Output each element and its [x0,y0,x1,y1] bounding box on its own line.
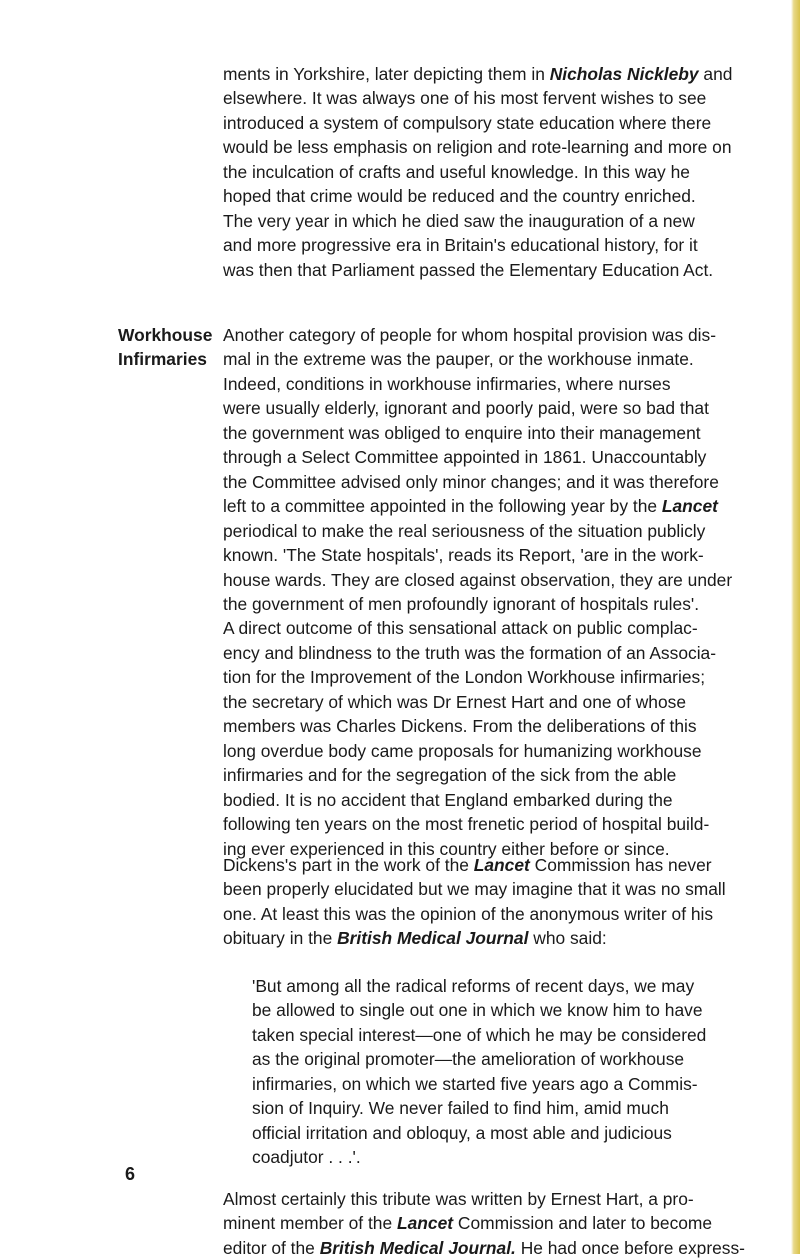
text-line: mal in the extreme was the pauper, or the workhouse inmate. [223,349,694,370]
italic-title: Lancet [661,496,718,517]
text-line: infirmaries, on which we started five years ago a Commis- [252,1073,698,1094]
text-line: house wards. They are closed against observation, they are under [223,569,733,590]
text-line: sion of Inquiry. We never failed to find him, amid much [252,1098,669,1119]
text-line: as the original promoter—the amelioration of workhouse [252,1049,685,1070]
text-line: 'But among all the radical reforms of recent days, we may [252,976,695,996]
text-line: Dickens's part in the work of the Lancet Commission has never [223,855,712,875]
text-line: hoped that crime would be reduced and the country enriched. [223,186,696,207]
side-heading [118,323,212,372]
italic-title: British Medical Journal [337,928,529,949]
text-line: editor of the British Medical Journal. He had once before express- [223,1237,745,1258]
text-line: one. At least this was the opinion of the anonymous writer of his [223,903,714,924]
italic-title: British Medical Journal. [319,1237,516,1258]
italic-title: Lancet [396,1213,454,1234]
paragraph-2 [223,323,743,861]
text-line: The very year in which he died saw the inauguration of a new [223,210,695,231]
page-edge [791,0,800,1254]
text-line: ing ever experienced in this country either before or since. [223,838,670,859]
text-line: long overdue body came proposals for humanizing workhouse [223,740,702,761]
paragraph-3 [223,853,743,951]
text-line: elsewhere. It was always one of his most fervent wishes to see [223,88,707,109]
text-line: been properly elucidated but we may imagine that it was no small [223,879,726,900]
text-line: the Committee advised only minor changes; and it was therefore [223,471,719,492]
italic-title: Lancet [473,855,530,875]
page-number: 6 [125,1164,136,1184]
text-line: and more progressive era in Britain's educational history, for it [223,235,698,256]
text-line: bodied. It is no accident that England embarked during the [223,789,673,810]
text-line: minent member of the Lancet Commission and later to become [223,1213,713,1234]
text-line: ments in Yorkshire, later depicting them in Nicholas Nickleby and [223,64,733,84]
text-line: was then that Parliament passed the Elementary Education Act. [223,259,714,280]
text-line: would be less emphasis on religion and rote-learning and more on [223,137,732,158]
paragraph-4 [223,1187,743,1260]
text-line: the government was obliged to enquire into their management [223,422,701,443]
text-line: A direct outcome of this sensational attack on public complac- [223,618,698,639]
text-line: taken special interest—one of which he may be considered [252,1024,707,1045]
side-heading-line: Infirmaries [118,349,207,370]
italic-title: Nicholas Nickleby [549,64,699,84]
text-line: Another category of people for whom hospital provision was dis- [223,325,716,345]
block-quote [252,974,742,1170]
text-line: coadjutor . . .'. [252,1147,361,1168]
text-line: Almost certainly this tribute was written by Ernest Hart, a pro- [223,1189,694,1209]
text-line: official irritation and obloquy, a most able and judicious [252,1122,672,1143]
text-line: obituary in the British Medical Journal who said: [223,928,607,949]
text-line: tion for the Improvement of the London Workhouse infirmaries; [223,667,706,688]
text-line: members was Charles Dickens. From the deliberations of this [223,716,697,737]
text-line: introduced a system of compulsory state education where there [223,112,712,133]
text-line: were usually elderly, ignorant and poorly paid, were so bad that [223,398,709,419]
text-line: through a Select Committee appointed in 1861. Unaccountably [223,447,707,468]
text-line: known. 'The State hospitals', reads its Report, 'are in the work- [223,545,704,566]
paragraph-1 [223,62,743,282]
text-line: periodical to make the real seriousness of the situation publicly [223,520,706,541]
text-line: the secretary of which was Dr Ernest Hart and one of whose [223,691,687,712]
text-line: be allowed to single out one in which we know him to have [252,1000,703,1021]
text-line: the inculcation of crafts and useful knowledge. In this way he [223,161,690,182]
side-heading-line: Workhouse [118,325,213,345]
text-line: Indeed, conditions in workhouse infirmaries, where nurses [223,373,671,394]
text-line: infirmaries and for the segregation of the sick from the able [223,765,677,786]
text-line: ency and blindness to the truth was the formation of an Associa- [223,642,717,663]
text-line: the government of men profoundly ignorant of hospitals rules'. [223,593,700,614]
text-line: following ten years on the most frenetic period of hospital build- [223,814,710,835]
text-line: left to a committee appointed in the following year by the Lancet [223,496,718,517]
